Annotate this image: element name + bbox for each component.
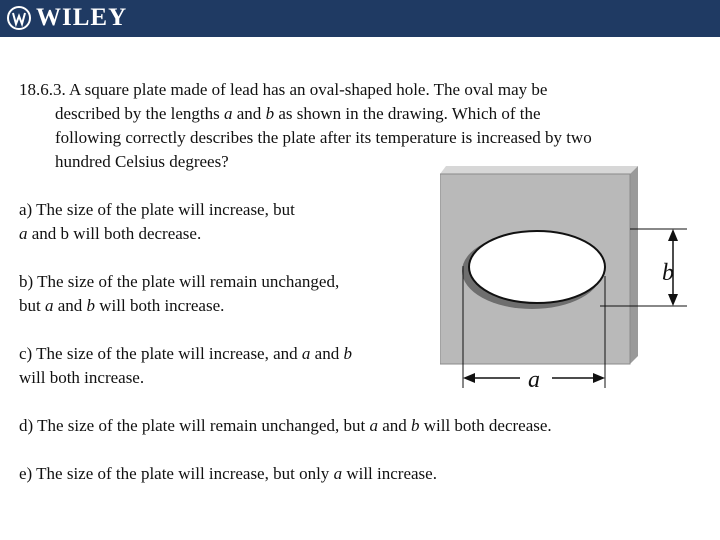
- option-c[interactable]: c) The size of the plate will increase, and a and b will both increase.: [19, 344, 352, 387]
- header-bar: [0, 0, 720, 37]
- arrow-down-icon: [668, 294, 678, 306]
- plate-figure: [440, 166, 700, 401]
- question-line-4: hundred Celsius degrees?: [55, 152, 229, 171]
- arrow-left-icon: [463, 373, 475, 383]
- brand-name: WILEY: [36, 4, 128, 31]
- option-d[interactable]: d) The size of the plate will remain unchanged, but a and b will both decrease.: [19, 416, 552, 435]
- option-a[interactable]: a) The size of the plate will increase, but a and b will both decrease.: [19, 200, 295, 243]
- label-a: a: [528, 367, 540, 393]
- arrow-right-icon: [593, 373, 605, 383]
- oval-hole: [469, 231, 605, 303]
- wiley-emblem-icon: [6, 5, 32, 31]
- arrow-up-icon: [668, 229, 678, 241]
- question-line-1: 18.6.3. A square plate made of lead has an oval-shaped hole. The oval may be: [19, 80, 548, 99]
- label-b: b: [662, 260, 674, 286]
- plate-right-edge: [630, 166, 638, 364]
- question-line-2: described by the lengths a and b as shown in the drawing. Which of the: [55, 104, 541, 123]
- wiley-logo: [6, 3, 127, 33]
- option-b[interactable]: b) The size of the plate will remain unchanged, but a and b will both increase.: [19, 272, 340, 315]
- plate-diagram: [440, 166, 700, 396]
- option-e[interactable]: e) The size of the plate will increase, but only a will increase.: [19, 464, 437, 483]
- question-line-3: following correctly describes the plate after its temperature is increased by two: [55, 128, 592, 147]
- plate-top-edge: [440, 166, 638, 174]
